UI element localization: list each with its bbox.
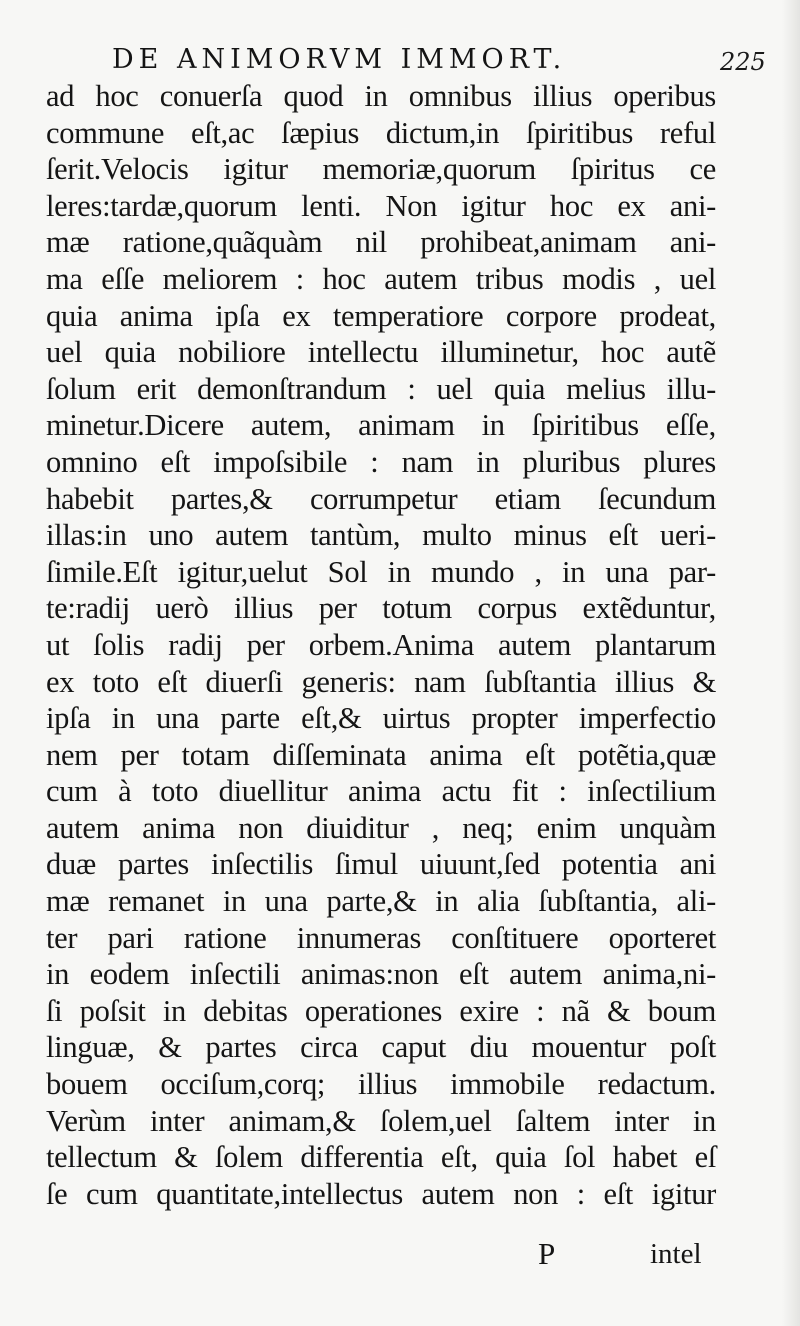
text-line: ipſa in una parte eſt,& uirtus propter imperfectio bbox=[46, 701, 716, 736]
text-line: mæ ratione,quãquàm nil prohibeat,animam ani- bbox=[46, 225, 716, 260]
running-title: DE ANIMORVM IMMORT. bbox=[112, 44, 567, 75]
page-edge-shadow bbox=[782, 0, 800, 1326]
signature-mark: P bbox=[538, 1236, 556, 1271]
text-line: tellectum & ſolem differentia eſt, quia ſol habet eſ bbox=[46, 1140, 716, 1175]
body-text bbox=[46, 78, 716, 1212]
text-line: nem per totam diſſeminata anima eſt potẽtia,quæ bbox=[46, 737, 716, 772]
text-line: te:radij uerò illius per totum corpus extẽduntur, bbox=[46, 591, 716, 626]
text-line: duæ partes inſectilis ſimul uiuunt,ſed potentia ani bbox=[46, 847, 716, 882]
text-line: omnino eſt impoſsibile : nam in pluribus plures bbox=[46, 444, 716, 479]
text-line: ter pari ratione innumeras conſtituere oporteret bbox=[46, 920, 716, 955]
catchword: intel bbox=[650, 1238, 702, 1270]
text-line: commune eſt,ac ſæpius dictum,in ſpiritibus reful bbox=[46, 115, 716, 150]
text-line: ſi poſsit in debitas operationes exire : nã & boum bbox=[46, 993, 716, 1028]
text-line: habebit partes,& corrumpetur etiam ſecundum bbox=[46, 481, 716, 516]
text-line: autem anima non diuiditur , neq; enim unquàm bbox=[46, 810, 716, 845]
text-line: leres:tardæ,quorum lenti. Non igitur hoc ex ani- bbox=[46, 188, 716, 223]
text-line: Verùm inter animam,& ſolem,uel ſaltem inter in bbox=[46, 1103, 716, 1138]
text-line: cum à toto diuellitur anima actu fit : inſectilium bbox=[46, 774, 716, 809]
text-line: minetur.Dicere autem, animam in ſpiritibus eſſe, bbox=[46, 408, 716, 443]
text-line: bouem occiſum,corq; illius immobile redactum. bbox=[46, 1067, 716, 1102]
text-line: ut ſolis radij per orbem.Anima autem plantarum bbox=[46, 627, 716, 662]
text-line: ma eſſe meliorem : hoc autem tribus modis , uel bbox=[46, 261, 716, 296]
text-line: in eodem inſectili animas:non eſt autem anima,ni- bbox=[46, 957, 716, 992]
page-number: 225 bbox=[720, 48, 766, 76]
text-line: quia anima ipſa ex temperatiore corpore prodeat, bbox=[46, 298, 716, 333]
text-line: linguæ, & partes circa caput diu mouentur poſt bbox=[46, 1030, 716, 1065]
text-line: mæ remanet in una parte,& in alia ſubſtantia, ali- bbox=[46, 884, 716, 919]
text-line: ſolum erit demonſtrandum : uel quia melius illu- bbox=[46, 371, 716, 406]
text-line: ſimile.Eſt igitur,uelut Sol in mundo , in una par- bbox=[46, 554, 716, 589]
text-line: ad hoc conuerſa quod in omnibus illius operibus bbox=[46, 79, 716, 113]
text-line: illas:in uno autem tantùm, multo minus eſt ueri- bbox=[46, 518, 716, 553]
text-line: ſe cum quantitate,intellectus autem non : eſt igitur bbox=[46, 1176, 716, 1211]
text-line: uel quia nobiliore intellectu illuminetur, hoc autẽ bbox=[46, 335, 716, 370]
text-line: ſerit.Velocis igitur memoriæ,quorum ſpiritus ce bbox=[46, 152, 716, 187]
text-line: ex toto eſt diuerſi generis: nam ſubſtantia illius & bbox=[46, 664, 716, 699]
